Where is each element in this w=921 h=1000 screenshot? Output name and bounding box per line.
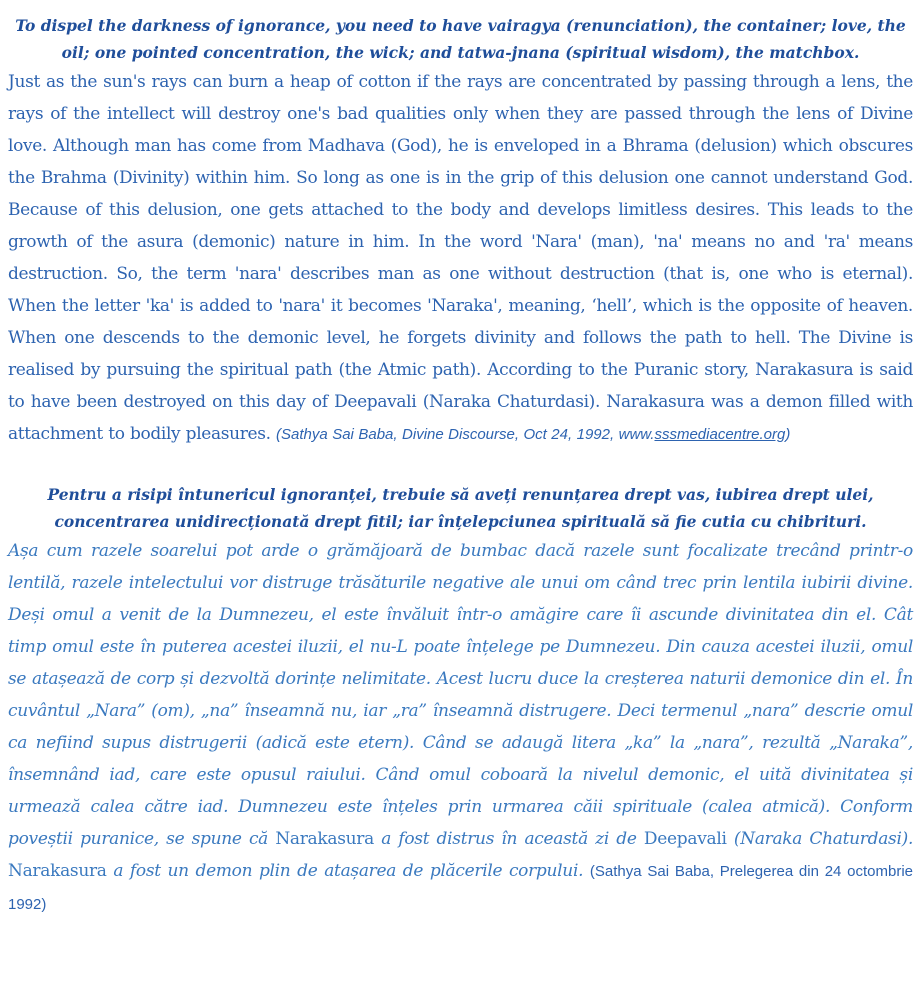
romanian-name-narakasura: Narakasura: [275, 829, 374, 849]
romanian-body-paragraph: [8, 535, 913, 921]
romanian-body-text-part3: (Naraka Chaturdasi).: [733, 829, 914, 849]
english-citation: [276, 426, 790, 443]
document-page: [8, 12, 913, 921]
romanian-body-text-part2: a fost distrus în această zi de: [381, 829, 637, 849]
english-quote-title: To dispel the darkness of ignorance, you need to have vairagya (renunciation), the container; love, the oil; one pointed concentration, the wick; and tatwa-jnana (spiritual wisdom), the matchbox.: [15, 16, 906, 62]
romanian-name-narakasura-2: Narakasura: [8, 861, 107, 881]
section-spacer: [8, 451, 913, 481]
english-citation-prefix: (Sathya Sai Baba, Divine Discourse, Oct 24, 1992, www.: [276, 426, 655, 443]
romanian-body-text-part4: a fost un demon plin de atașarea de plăcerile corpului.: [113, 861, 584, 881]
english-citation-suffix: ): [785, 426, 791, 443]
sssmediacentre-link[interactable]: sssmediacentre.org: [654, 426, 786, 443]
romanian-citation: (Sathya Sai Baba, Prelegerea din 24 octombrie 1992): [8, 863, 914, 913]
english-body-text: Just as the sun's rays can burn a heap of cotton if the rays are concentrated by passing through a lens, the rays of the intellect will destroy one's bad qualities only when they are passed through the lens of Divine love. Although man has come from Madhava (God), he is enveloped in a Bhrama (delusion) which obscures the Brahma (Divinity) within him. So long as one is in the grip of this delusion one cannot understand God. Because of this delusion, one gets attached to the body and develops limitless desires. This leads to the growth of the asura (demonic) nature in him. In the word 'Nara' (man), 'na' means no and 'ra' means destruction. So, the term 'nara' describes man as one without destruction (that is, one who is eternal). When the letter 'ka' is added to 'nara' it becomes 'Naraka', meaning, ‘hell’, which is the opposite of heaven. When one descends to the demonic level, he forgets divinity and follows the path to hell. The Divine is realised by pursuing the spiritual path (the Atmic path). According to the Puranic story, Narakasura is said to have been destroyed on this day of Deepavali (Naraka Chaturdasi). Narakasura was a demon filled with attachment to bodily pleasures.: [8, 72, 913, 444]
romanian-body-text-part1: Așa cum razele soarelui pot arde o grămăjoară de bumbac dacă razele sunt focalizate trecând printr-o lentilă, razele intelectului vor distruge trăsăturile negative ale unui om când trec prin lentila iubirii divine. Deși omul a venit de la Dumnezeu, el este învăluit într-o amăgire care îi ascunde divinitatea din el. Cât timp omul este în puterea acestei iluzii, el nu-L poate înțelege pe Dumnezeu. Din cauza acestei iluzii, omul se atașează de corp și dezvoltă dorințe nelimitate. Acest lucru duce la creșterea naturii demonice din el. În cuvântul „Nara” (om), „na” înseamnă nu, iar „ra” înseamnă distrugere. Deci termenul „nara” descrie omul ca nefiind supus distrugerii (adică este etern). Când se adaugă litera „ka” la „nara”, rezultă „Naraka”, însemnând iad, care este opusul raiului. Când omul coboară la nivelul demonic, el uită divinitatea și urmează calea către iad. Dumnezeu este înțeles prin urmarea căii spirituale (calea atmică). Conform poveștii puranice, se spune că: [8, 541, 913, 849]
romanian-name-deepavali: Deepavali: [643, 829, 727, 849]
english-body-paragraph: [8, 66, 913, 451]
romanian-quote-title: Pentru a risipi întunericul ignoranței, trebuie să aveți renunțarea drept vas, iubirea drept ulei, concentrarea unidirecționată drept fitil; iar înțelepciunea spirituală să fie cutia cu chibrituri.: [47, 485, 874, 531]
